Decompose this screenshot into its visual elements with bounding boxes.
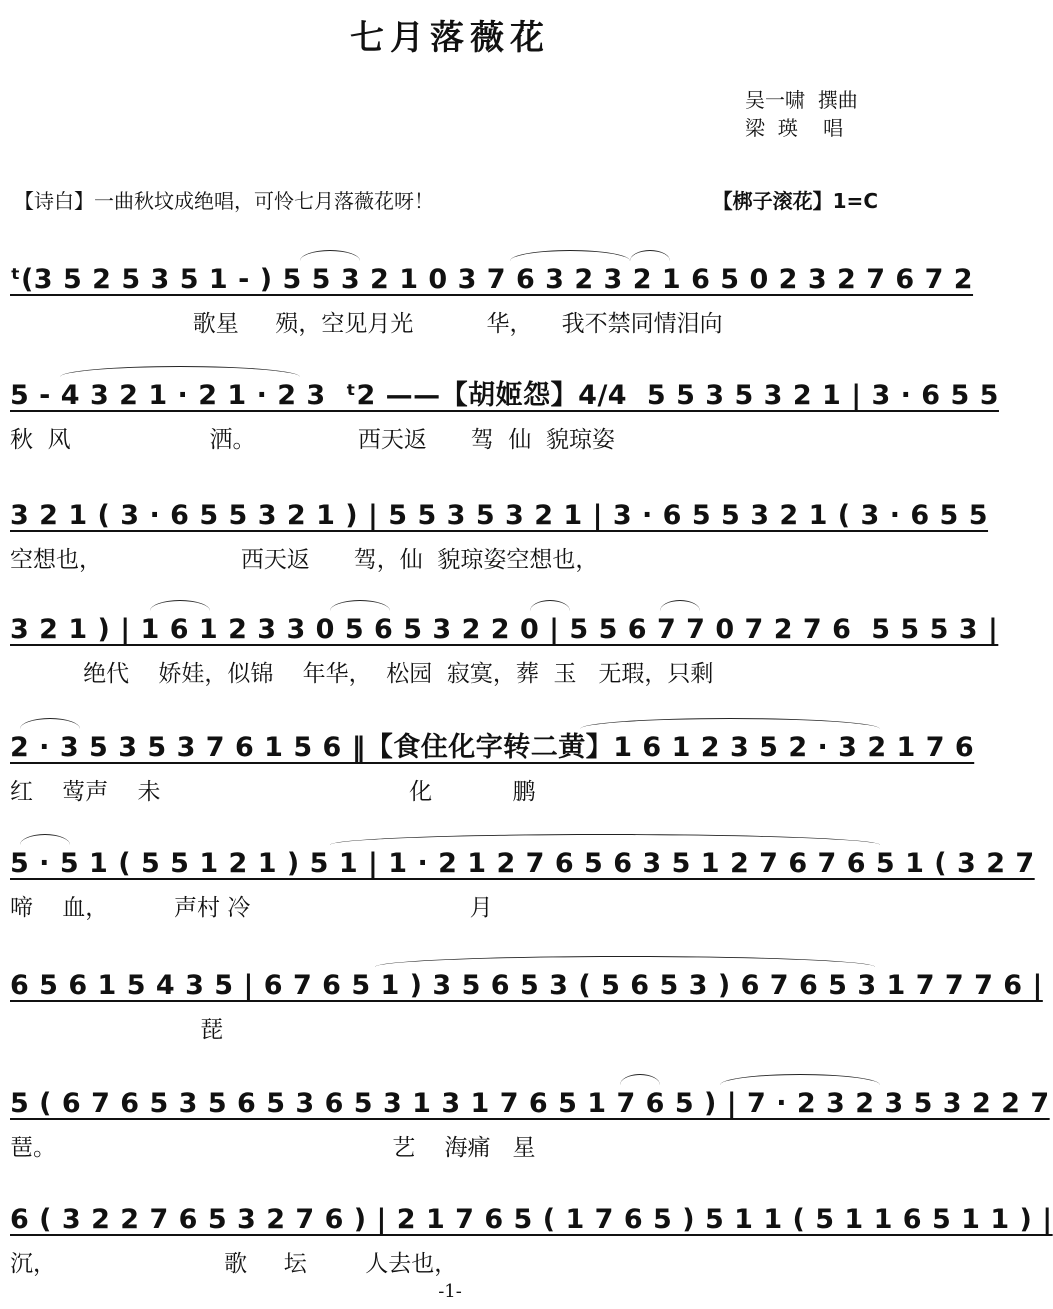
- score-system-7: [10, 962, 1043, 1052]
- poem-recitation: 【诗白】一曲秋坟成绝唱，可怜七月落薇花呀！: [14, 189, 434, 213]
- notation-line: 5 - 4 3 2 1 · 2 1 · 2 3 ᵗ2 ——【胡姬怨】4/4 5 5 3 5 3 2 1 | 3 · 6 5 5: [10, 380, 999, 411]
- key-signature: 【梆子滚花】1=C: [712, 189, 878, 213]
- notation-line: 3 2 1 ( 3 · 6 5 5 3 2 1 ) | 5 5 3 5 3 2 1 | 3 · 6 5 5 3 2 1 ( 3 · 6 5 5: [10, 500, 989, 531]
- notation-line: 6 5 6 1 5 4 3 5 | 6 7 6 5 1 ) 3 5 6 5 3 ( 5 6 5 3 ) 6 7 6 5 3 1 7 7 7 6 |: [10, 970, 1043, 1001]
- lyrics-line: 啼 血， 声村 冷 月: [10, 895, 493, 921]
- slur-mark: [630, 250, 670, 261]
- lyrics-line: 绝代 娇娃，似锦 年华， 松园 寂寞，葬 玉 无瑕，只剩: [10, 661, 714, 687]
- lyrics-line: 琶。 艺 海痛 星: [10, 1135, 536, 1161]
- slur-mark: [660, 600, 700, 611]
- slur-mark: [620, 1074, 660, 1085]
- score-system-6: [10, 840, 1035, 930]
- slur-mark: [580, 718, 880, 729]
- lyrics-line: 秋 风 洒。 西天返 驾 仙 貌琼姿: [10, 427, 615, 453]
- notation-line: 5 · 5 1 ( 5 5 1 2 1 ) 5 1 | 1 · 2 1 2 7 6 5 6 3 5 1 2 7 6 7 6 5 1 ( 3 2 7: [10, 848, 1035, 879]
- slur-mark: [530, 600, 570, 611]
- credits: [745, 86, 895, 142]
- lyrics-line: 空想也， 西天返 驾，仙 貌琼姿空想也，: [10, 547, 599, 573]
- slur-mark: [20, 718, 80, 729]
- notation-line: 2 · 3 5 3 5 3 7 6 1 5 6 ‖【食住化字转二黄】1 6 1 2 3 5 2 · 3 2 1 7 6: [10, 732, 975, 763]
- song-title: 七月落薇花: [350, 18, 550, 58]
- notation-line: 6 ( 3 2 2 7 6 5 3 2 7 6 ) | 2 1 7 6 5 ( 1 7 6 5 ) 5 1 1 ( 5 1 1 6 5 1 1 ) |: [10, 1204, 1053, 1235]
- page-number: -1-: [438, 1281, 462, 1302]
- slur-mark: [720, 1074, 880, 1085]
- lyrics-line: 沉， 歌 坛 人去也，: [10, 1251, 458, 1277]
- score-system-5: [10, 724, 975, 814]
- notation-line: ᵗ(3 5 2 5 3 5 1 - ) 5 5 3 2 1 0 3 7 6 3 2 3 2 1 6 5 0 2 3 2 7 6 7 2: [10, 264, 974, 295]
- lyrics-line: 红 莺声 未 化 鹏: [10, 779, 536, 805]
- composer-credit: 吴一啸 撰曲: [745, 88, 858, 112]
- score-system-8: [10, 1080, 1050, 1170]
- slur-mark: [375, 956, 875, 967]
- slur-mark: [20, 834, 70, 845]
- score-system-3: [10, 492, 989, 582]
- notation-line: 5 ( 6 7 6 5 3 5 6 5 3 6 5 3 1 3 1 7 6 5 1 7 6 5 ) | 7 · 2 3 2 3 5 3 2 2 7: [10, 1088, 1050, 1119]
- score-system-1: [10, 256, 974, 346]
- score-system-4: [10, 606, 999, 696]
- score-system-9: [10, 1196, 1053, 1286]
- slur-mark: [330, 834, 880, 845]
- intro-row: [14, 184, 886, 218]
- slur-mark: [60, 366, 300, 377]
- singer-credit: 梁 瑛 唱: [745, 116, 844, 140]
- notation-line: 3 2 1 ) | 1 6 1 2 3 3 0 5 6 5 3 2 2 0 | 5 5 6 7 7 0 7 2 7 6 5 5 5 3 |: [10, 614, 999, 645]
- lyrics-line: 歌星 殒，空见月光 华， 我不禁同情泪向: [10, 311, 723, 337]
- slur-mark: [300, 250, 360, 261]
- slur-mark: [510, 250, 630, 261]
- slur-mark: [150, 600, 210, 611]
- slur-mark: [330, 600, 390, 611]
- score-system-2: [10, 372, 999, 462]
- lyrics-line: 琵: [10, 1017, 224, 1043]
